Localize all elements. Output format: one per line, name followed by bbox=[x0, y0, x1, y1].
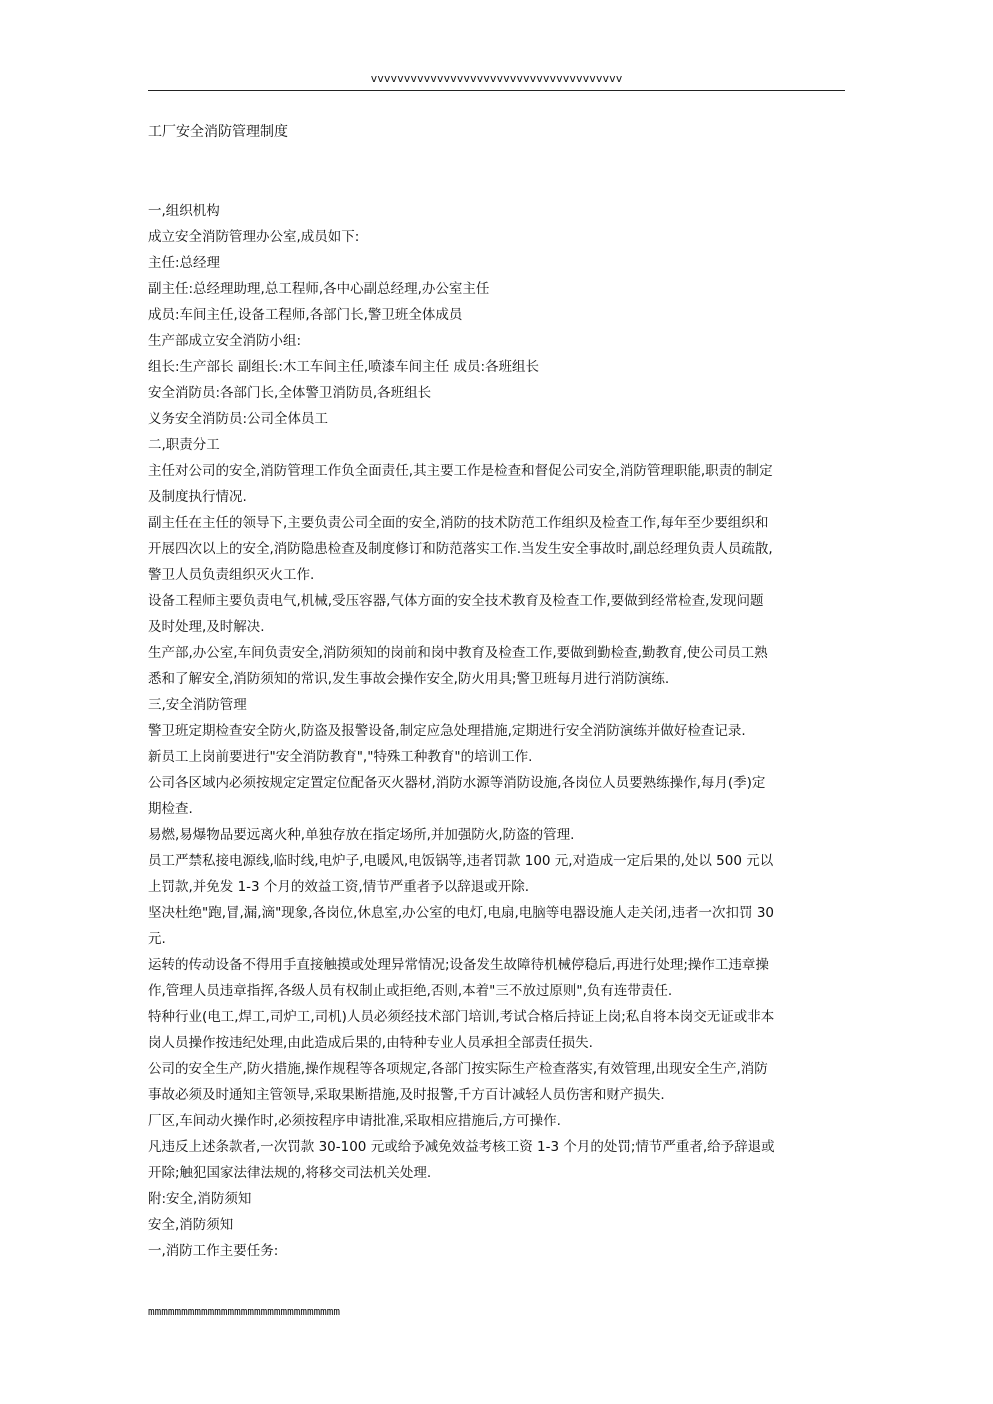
text-line: 岗人员操作按违纪处理,由此造成后果的,由特种专业人员承担全部责任损失. bbox=[148, 1035, 593, 1051]
text-line: 员工严禁私接电源线,临时线,电炉子,电暖风,电饭锅等,违者罚款 100 元,对造成一定后果的,处以 500 元以 bbox=[148, 853, 774, 869]
text-line: 一,消防工作主要任务: bbox=[148, 1243, 279, 1259]
text-line: 主任:总经理 bbox=[148, 255, 221, 271]
text-line: 一,组织机构 bbox=[148, 203, 220, 219]
text-line: 二,职责分工 bbox=[148, 437, 220, 453]
text-line: 凡违反上述条款者,一次罚款 30-100 元或给予减免效益考核工资 1-3 个月的处罚;情节严重者,给予辞退或 bbox=[148, 1139, 775, 1155]
text-line: 组长:生产部长 副组长:木工车间主任,喷漆车间主任 成员:各班组长 bbox=[148, 359, 540, 375]
text-line: 公司的安全生产,防火措施,操作规程等各项规定,各部门按实际生产检查落实,有效管理,出现安全生产,消防 bbox=[148, 1061, 768, 1077]
text-line: 运转的传动设备不得用手直接触摸或处理异常情况;设备发生故障待机械停稳后,再进行处理;操作工违章操 bbox=[148, 957, 769, 973]
text-line: 及时处理,及时解决. bbox=[148, 619, 265, 635]
text-line: 及制度执行情况. bbox=[148, 489, 247, 505]
page-header bbox=[148, 72, 845, 90]
text-line: 上罚款,并免发 1-3 个月的效益工资,情节严重者予以辞退或开除. bbox=[148, 879, 530, 895]
text-line: 附:安全,消防须知 bbox=[148, 1191, 252, 1207]
text-line: 安全,消防须知 bbox=[148, 1217, 234, 1233]
text-line: 开展四次以上的安全,消防隐患检查及制度修订和防范落实工作.当发生安全事故时,副总经理负责人员疏散, bbox=[148, 541, 773, 557]
document-body bbox=[148, 198, 845, 1264]
text-line: 警卫人员负责组织灭火工作. bbox=[148, 567, 315, 583]
text-line: 期检查. bbox=[148, 801, 193, 817]
text-line: 特种行业(电工,焊工,司炉工,司机)人员必须经技术部门培训,考试合格后持证上岗;私自将本岗交无证或非本 bbox=[148, 1009, 775, 1025]
document-title: 工厂安全消防管理制度 bbox=[148, 124, 288, 140]
text-line: 作,管理人员违章指挥,各级人员有权制止或拒绝,否则,本着"三不放过原则",负有连带责任. bbox=[148, 983, 673, 999]
text-line: 副主任在主任的领导下,主要负责公司全面的安全,消防的技术防范工作组织及检查工作,每年至少要组织和 bbox=[148, 515, 769, 531]
text-line: 新员工上岗前要进行"安全消防教育","特殊工种教育"的培训工作. bbox=[148, 749, 533, 765]
text-line: 设备工程师主要负责电气,机械,受压容器,气体方面的安全技术教育及检查工作,要做到经常检查,发现问题 bbox=[148, 593, 764, 609]
text-line: 厂区,车间动火操作时,必须按程序申请批准,采取相应措施后,方可操作. bbox=[148, 1113, 561, 1129]
page-footer: mmmmmmmmmmmmmmmmmmmmmmmmmmmmm bbox=[148, 1305, 341, 1318]
header-rule bbox=[148, 90, 845, 91]
text-line: 副主任:总经理助理,总工程师,各中心副总经理,办公室主任 bbox=[148, 281, 490, 297]
text-line: 公司各区域内必须按规定定置定位配备灭火器材,消防水源等消防设施,各岗位人员要熟练操作,每月(季)定 bbox=[148, 775, 766, 791]
text-line: 义务安全消防员:公司全体员工 bbox=[148, 411, 329, 427]
text-line: 成员:车间主任,设备工程师,各部门长,警卫班全体成员 bbox=[148, 307, 463, 323]
text-line: 成立安全消防管理办公室,成员如下: bbox=[148, 229, 360, 245]
text-line: 生产部成立安全消防小组: bbox=[148, 333, 302, 349]
text-line: 元. bbox=[148, 931, 166, 947]
text-line: 安全消防员:各部门长,全体警卫消防员,各班组长 bbox=[148, 385, 432, 401]
text-line: 生产部,办公室,车间负责安全,消防须知的岗前和岗中教育及检查工作,要做到勤检查,勤教育,使公司员工熟 bbox=[148, 645, 768, 661]
text-line: 警卫班定期检查安全防火,防盗及报警设备,制定应急处理措施,定期进行安全消防演练并做好检查记录. bbox=[148, 723, 746, 739]
text-line: 坚决杜绝"跑,冒,漏,滴"现象,各岗位,休息室,办公室的电灯,电扇,电脑等电器设施人走关闭,违者一次扣罚 30 bbox=[148, 905, 775, 921]
text-line: 悉和了解安全,消防须知的常识,发生事故会操作安全,防火用具;警卫班每月进行消防演练. bbox=[148, 671, 670, 687]
header-text: vvvvvvvvvvvvvvvvvvvvvvvvvvvvvvvvvvvvvv bbox=[370, 72, 623, 85]
text-line: 易燃,易爆物品要远离火种,单独存放在指定场所,并加强防火,防盗的管理. bbox=[148, 827, 575, 843]
text-line: 主任对公司的安全,消防管理工作负全面责任,其主要工作是检查和督促公司安全,消防管理职能,职责的制定 bbox=[148, 463, 773, 479]
text-line: 事故必须及时通知主管领导,采取果断措施,及时报警,千方百计减轻人员伤害和财产损失. bbox=[148, 1087, 665, 1103]
text-line: 三,安全消防管理 bbox=[148, 697, 247, 713]
text-line: 开除;触犯国家法律法规的,将移交司法机关处理. bbox=[148, 1165, 432, 1181]
